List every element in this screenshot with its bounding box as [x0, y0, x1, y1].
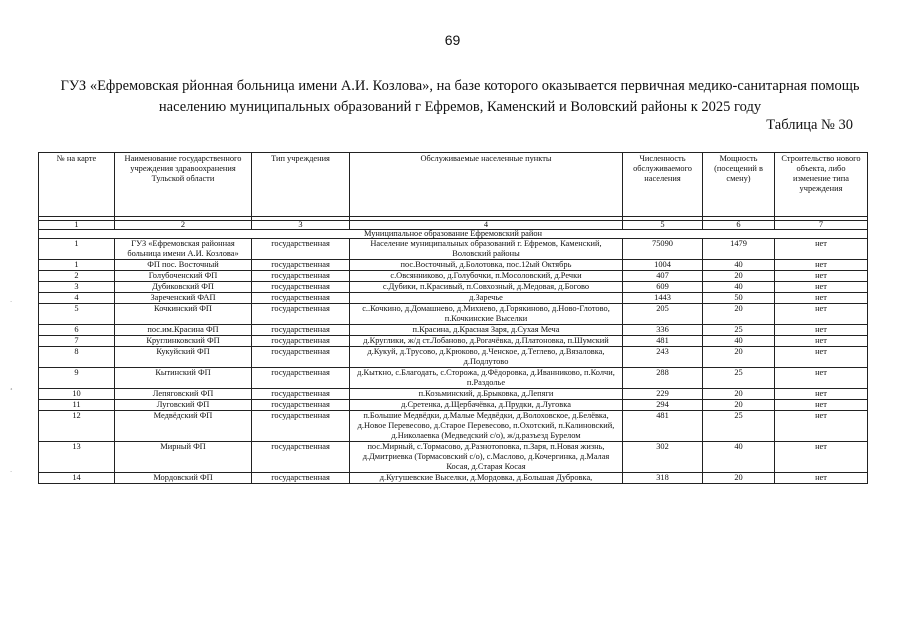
cell-population: 229 [623, 389, 703, 400]
cell-capacity: 1479 [703, 239, 775, 260]
column-number: 6 [703, 221, 775, 230]
table-row [39, 368, 868, 389]
cell-settlements: д.Кукуй, д.Трусово, д.Крюково, д.Ченское, д.Теглево, д.Вязаловка, д.Подлутово [350, 347, 623, 368]
cell-capacity: 20 [703, 400, 775, 411]
cell-institution-type: государственная [252, 282, 350, 293]
cell-population: 288 [623, 368, 703, 389]
cell-institution-type: государственная [252, 347, 350, 368]
table-row [39, 442, 868, 473]
cell-map-number: 14 [39, 473, 115, 484]
cell-map-number: 6 [39, 325, 115, 336]
cell-capacity: 20 [703, 271, 775, 282]
column-number: 3 [252, 221, 350, 230]
cell-institution-name: Кукуйский ФП [115, 347, 252, 368]
table-row [39, 325, 868, 336]
cell-institution-type: государственная [252, 271, 350, 282]
cell-population: 294 [623, 400, 703, 411]
cell-map-number: 7 [39, 336, 115, 347]
cell-population: 609 [623, 282, 703, 293]
column-number: 5 [623, 221, 703, 230]
cell-settlements: д.Кыткно, с.Благодать, с.Сторожа, д.Фёдоровка, д.Иванниково, п.Колчи, п.Раздолье [350, 368, 623, 389]
cell-institution-name: Зареченский ФАП [115, 293, 252, 304]
cell-capacity: 40 [703, 260, 775, 271]
cell-construction: нет [775, 271, 868, 282]
cell-settlements: д.Кугушевские Выселки, д.Мордовка, д.Большая Дубровка, [350, 473, 623, 484]
cell-construction: нет [775, 389, 868, 400]
cell-map-number: 1 [39, 260, 115, 271]
cell-institution-type: государственная [252, 304, 350, 325]
column-number: 4 [350, 221, 623, 230]
header-population: Численность обслуживаемого населения [623, 153, 703, 217]
cell-institution-type: государственная [252, 411, 350, 442]
cell-map-number: 1 [39, 239, 115, 260]
cell-institution-type: государственная [252, 293, 350, 304]
cell-institution-type: государственная [252, 239, 350, 260]
cell-institution-name: Кочкинский ФП [115, 304, 252, 325]
cell-capacity: 40 [703, 336, 775, 347]
header-construction: Строительство нового объекта, либо изменение типа учреждения [775, 153, 868, 217]
cell-institution-type: государственная [252, 389, 350, 400]
cell-construction: нет [775, 336, 868, 347]
cell-capacity: 20 [703, 304, 775, 325]
cell-institution-name: пос.им.Красина ФП [115, 325, 252, 336]
facilities-table [38, 152, 868, 484]
cell-construction: нет [775, 442, 868, 473]
cell-map-number: 9 [39, 368, 115, 389]
scan-edge-mark: ˙ [10, 300, 13, 310]
cell-institution-name: ФП пос. Восточный [115, 260, 252, 271]
cell-construction: нет [775, 293, 868, 304]
cell-institution-name: Луговский ФП [115, 400, 252, 411]
cell-settlements: пос.Восточный, д.Болотовка, пос.12ый Октябрь [350, 260, 623, 271]
table-row [39, 293, 868, 304]
cell-map-number: 3 [39, 282, 115, 293]
cell-institution-type: государственная [252, 442, 350, 473]
table-row [39, 282, 868, 293]
cell-institution-name: Дубиковский ФП [115, 282, 252, 293]
cell-construction: нет [775, 368, 868, 389]
table-row [39, 239, 868, 260]
table-row [39, 336, 868, 347]
cell-settlements: с.Овсянниково, д.Голубочки, п.Мосоловский, д.Речки [350, 271, 623, 282]
cell-population: 243 [623, 347, 703, 368]
cell-map-number: 11 [39, 400, 115, 411]
cell-map-number: 10 [39, 389, 115, 400]
cell-settlements: д.Заречье [350, 293, 623, 304]
cell-map-number: 4 [39, 293, 115, 304]
column-number: 7 [775, 221, 868, 230]
cell-institution-type: государственная [252, 400, 350, 411]
cell-settlements: с..Кочкино, д.Домашнево, д.Михнево, д.Горякиново, д.Ново-Глотово, п.Кочкинские Выселки [350, 304, 623, 325]
cell-capacity: 20 [703, 389, 775, 400]
cell-capacity: 25 [703, 368, 775, 389]
cell-population: 481 [623, 336, 703, 347]
scan-edge-mark: ¸ [10, 380, 13, 390]
column-number: 2 [115, 221, 252, 230]
cell-institution-name: Круглинковский ФП [115, 336, 252, 347]
cell-institution-type: государственная [252, 336, 350, 347]
table-row [39, 271, 868, 282]
cell-population: 1443 [623, 293, 703, 304]
cell-institution-type: государственная [252, 260, 350, 271]
cell-population: 318 [623, 473, 703, 484]
cell-institution-name: ГУЗ «Ефремовская районная больница имени А.И. Козлова» [115, 239, 252, 260]
cell-map-number: 2 [39, 271, 115, 282]
cell-settlements: пос.Мирный, с.Тормасово, д.Разнотоповка, п.Заря, п.Новая жизнь, д.Дмитриевка (Тормасовский с/о), с.Маслово, д.Кочергинка, д.Малая Косая, д.Старая Косая [350, 442, 623, 473]
cell-institution-name: Кытинский ФП [115, 368, 252, 389]
cell-construction: нет [775, 282, 868, 293]
cell-population: 407 [623, 271, 703, 282]
table-header-row [39, 153, 868, 217]
cell-population: 1004 [623, 260, 703, 271]
cell-institution-name: Мирный ФП [115, 442, 252, 473]
cell-construction: нет [775, 304, 868, 325]
cell-institution-name: Мордовский ФП [115, 473, 252, 484]
table-row [39, 400, 868, 411]
cell-construction: нет [775, 239, 868, 260]
cell-capacity: 20 [703, 347, 775, 368]
table-row [39, 411, 868, 442]
cell-capacity: 50 [703, 293, 775, 304]
cell-population: 481 [623, 411, 703, 442]
table-number: Таблица № 30 [766, 117, 853, 133]
cell-construction: нет [775, 260, 868, 271]
cell-capacity: 40 [703, 282, 775, 293]
header-map-number: № на карте [39, 153, 115, 217]
section-row [39, 230, 868, 239]
cell-institution-name: Медвёдский ФП [115, 411, 252, 442]
cell-institution-name: Лепяговский ФП [115, 389, 252, 400]
document-title: ГУЗ «Ефремовская рйонная больница имени А.И. Козлова», на базе которого оказывается первичная медико-санитарная помощь населению муниципальных образований г Ефремов, Каменский и Воловский районы к 2025 году [60, 78, 860, 115]
cell-institution-type: государственная [252, 473, 350, 484]
cell-population: 336 [623, 325, 703, 336]
cell-settlements: д.Сретенка, д.Щербачёвка, д.Прудки, д.Луговка [350, 400, 623, 411]
table-row [39, 347, 868, 368]
cell-construction: нет [775, 411, 868, 442]
cell-map-number: 5 [39, 304, 115, 325]
scan-edge-mark: ˙ [10, 470, 13, 480]
section-title: Муниципальное образование Ефремовский район [39, 230, 868, 239]
cell-settlements: п.Большие Медвёдки, д.Малые Медвёдки, д.Волоховское, д.Белёвка, д.Новое Перевесово, д.Старое Перевесово, п.Охотский, п.Калиновский, д.Николаевка (Медведский с/о), ж/д.разъезд Бурелом [350, 411, 623, 442]
cell-settlements: д.Круглики, ж/д ст.Лобаново, д.Рогачёвка, д.Платоновка, п.Шумский [350, 336, 623, 347]
cell-settlements: п.Красина, д.Красная Заря, д.Сухая Меча [350, 325, 623, 336]
cell-institution-type: государственная [252, 325, 350, 336]
page-number: 69 [444, 32, 461, 48]
cell-map-number: 12 [39, 411, 115, 442]
cell-map-number: 13 [39, 442, 115, 473]
cell-capacity: 25 [703, 325, 775, 336]
cell-population: 75090 [623, 239, 703, 260]
cell-construction: нет [775, 473, 868, 484]
cell-capacity: 20 [703, 473, 775, 484]
table-row [39, 260, 868, 271]
cell-population: 302 [623, 442, 703, 473]
table-row [39, 473, 868, 484]
cell-settlements: п.Козьминский, д.Брыковка, д.Лепяги [350, 389, 623, 400]
table-row [39, 389, 868, 400]
header-institution-type: Тип учреждения [252, 153, 350, 217]
column-number: 1 [39, 221, 115, 230]
cell-institution-name: Голубоченский ФП [115, 271, 252, 282]
cell-institution-type: государственная [252, 368, 350, 389]
cell-capacity: 25 [703, 411, 775, 442]
table-row [39, 304, 868, 325]
header-institution-name: Наименование государственного учреждения здравоохранения Тульской области [115, 153, 252, 217]
cell-construction: нет [775, 347, 868, 368]
cell-settlements: Население муниципальных образований г. Ефремов, Каменский, Воловский районы [350, 239, 623, 260]
cell-capacity: 40 [703, 442, 775, 473]
header-capacity: Мощность (посещений в смену) [703, 153, 775, 217]
cell-map-number: 8 [39, 347, 115, 368]
column-number-row [39, 221, 868, 230]
cell-construction: нет [775, 325, 868, 336]
cell-settlements: с.Дубики, п.Красивый, п.Совхозный, д.Медовая, д.Богово [350, 282, 623, 293]
cell-population: 205 [623, 304, 703, 325]
cell-construction: нет [775, 400, 868, 411]
header-settlements: Обслуживаемые населенные пункты [350, 153, 623, 217]
